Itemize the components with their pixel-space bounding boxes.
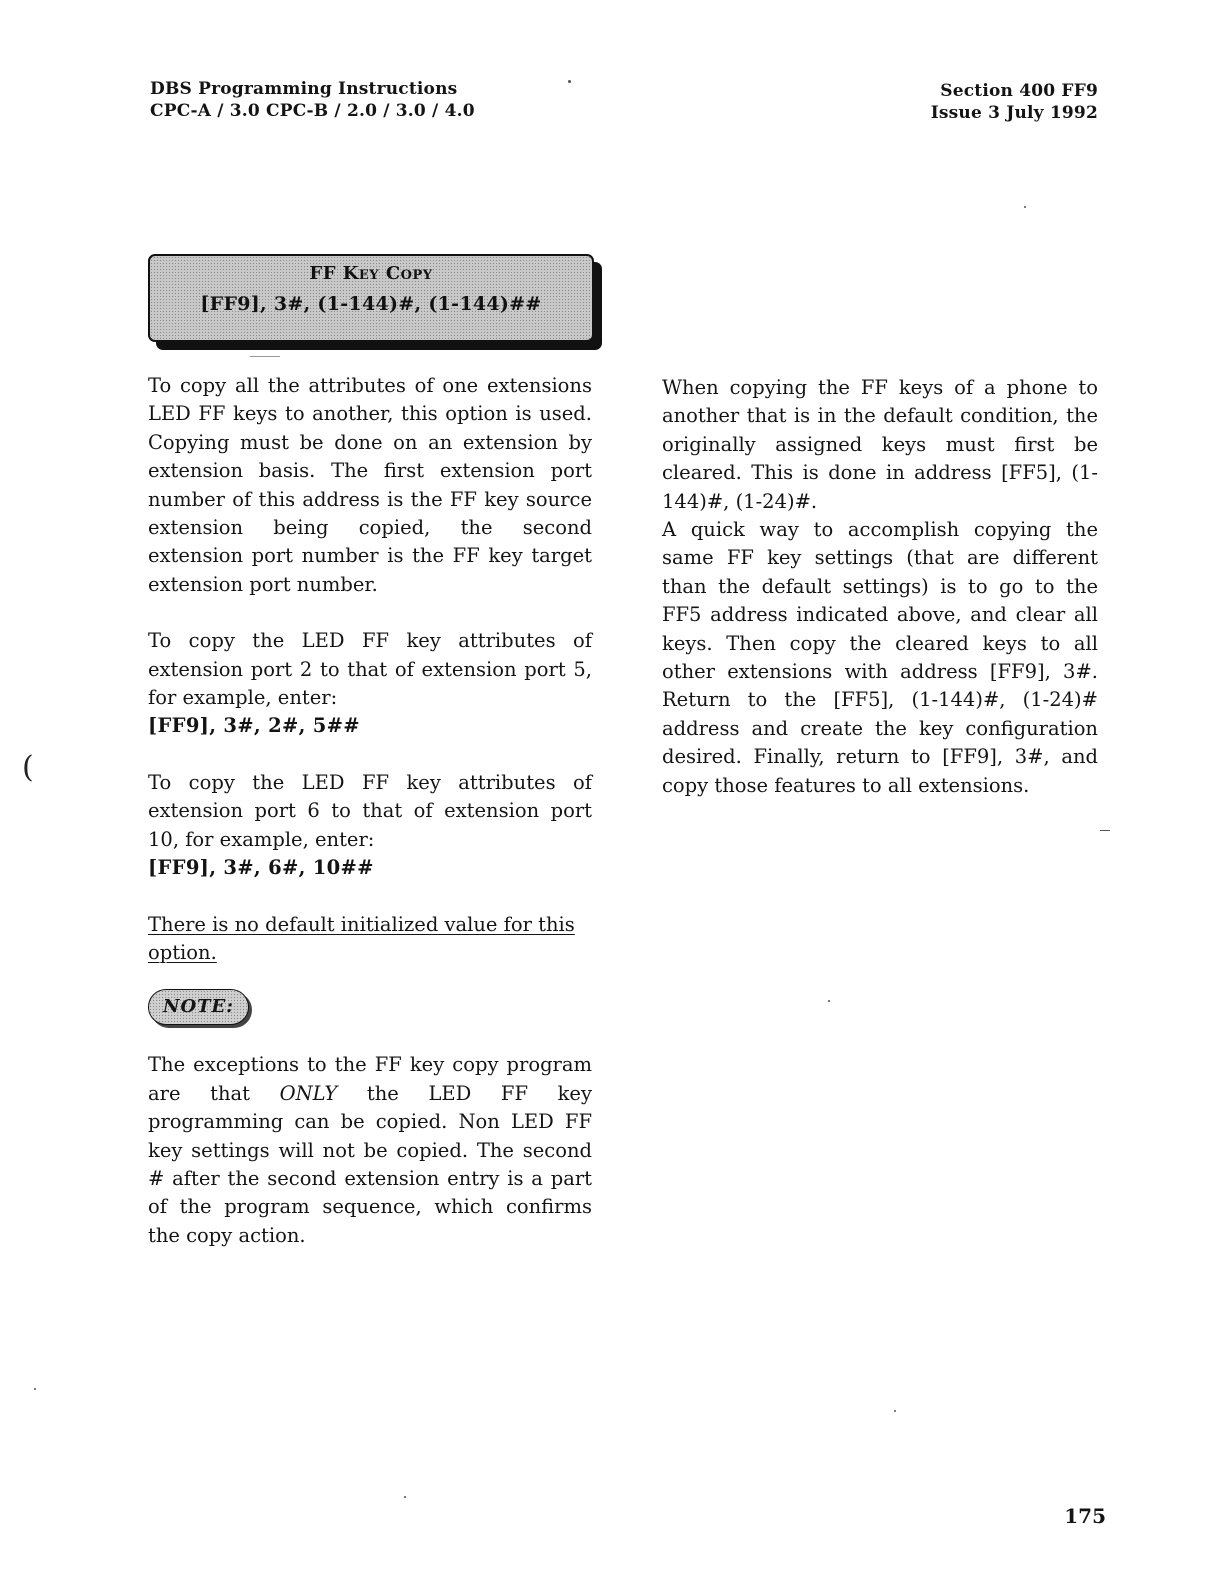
intro-paragraph: To copy all the attributes of one extensions LED FF keys to another, this option is used. Copying must be done on an extension by extension basis. The first extension port number of this address is the FF key source extension being copied, the second extension port number is the FF key target extension port number. xyxy=(148,374,592,596)
page-number: 175 xyxy=(1064,1504,1106,1528)
scan-speck xyxy=(1024,206,1026,208)
default-value-text: There is no default initialized value for this option. xyxy=(148,912,575,964)
header-doc-title: DBS Programming Instructions xyxy=(150,79,458,99)
quick-way-paragraph: A quick way to accomplish copying the same FF key settings (that are different than the default settings) is to go to the FF5 address indicated above, and clear all keys. Then copy the cleared keys to all other extensions with address [FF9], 3#. Return to the [FF5], (1-144)#, (1-24)# address and create the key configuration desired. Finally, return to [FF9], 3#, and copy those features to all extensions. xyxy=(662,518,1098,797)
note-paragraph xyxy=(148,1051,592,1250)
header-doc-version: CPC-A / 3.0 CPC-B / 2.0 / 3.0 / 4.0 xyxy=(150,101,475,121)
scan-mark: ( xyxy=(22,750,34,785)
clearing-paragraph: When copying the FF keys of a phone to another that is in the default condition, the originally assigned keys must first be cleared. This is done in address [FF5], (1-144)#, (1-24)#. xyxy=(662,376,1098,513)
note-text-emphasis: ONLY xyxy=(279,1081,338,1105)
left-column xyxy=(148,372,592,1250)
header-right xyxy=(931,80,1098,124)
default-value-note xyxy=(148,911,592,968)
header-section: Section 400 FF9 xyxy=(940,81,1098,101)
scan-speck xyxy=(828,1000,830,1002)
scan-speck xyxy=(34,1388,36,1390)
note-badge: NOTE: xyxy=(148,989,249,1025)
example2-text: To copy the LED FF key attributes of extension port 6 to that of extension port 10, for example, enter: xyxy=(148,770,592,851)
note-text-end: the LED FF key programming can be copied. Non LED FF key settings will not be copied. The second # after the second extension entry is a part of the program sequence, which confirms the copy action. xyxy=(148,1081,592,1247)
scan-speck xyxy=(568,80,571,83)
example1-text: To copy the LED FF key attributes of extension port 2 to that of extension port 5, for example, enter: xyxy=(148,629,592,710)
feature-address: [FF9], 3#, (1-144)#, (1-144)## xyxy=(200,293,542,315)
feature-title-box xyxy=(148,254,594,342)
example2-code: [FF9], 3#, 6#, 10## xyxy=(148,856,374,880)
header-left xyxy=(150,78,475,122)
example1-code: [FF9], 3#, 2#, 5## xyxy=(148,714,360,738)
scan-speck xyxy=(1100,830,1110,831)
scan-speck xyxy=(250,356,280,357)
scan-speck xyxy=(894,1410,896,1412)
feature-title: FF Key Copy xyxy=(309,263,433,284)
right-column xyxy=(662,374,1098,800)
scan-speck xyxy=(404,1496,406,1498)
header-issue: Issue 3 July 1992 xyxy=(930,103,1098,123)
note-text-start: The exceptions to the FF key copy program are that xyxy=(148,1053,592,1105)
